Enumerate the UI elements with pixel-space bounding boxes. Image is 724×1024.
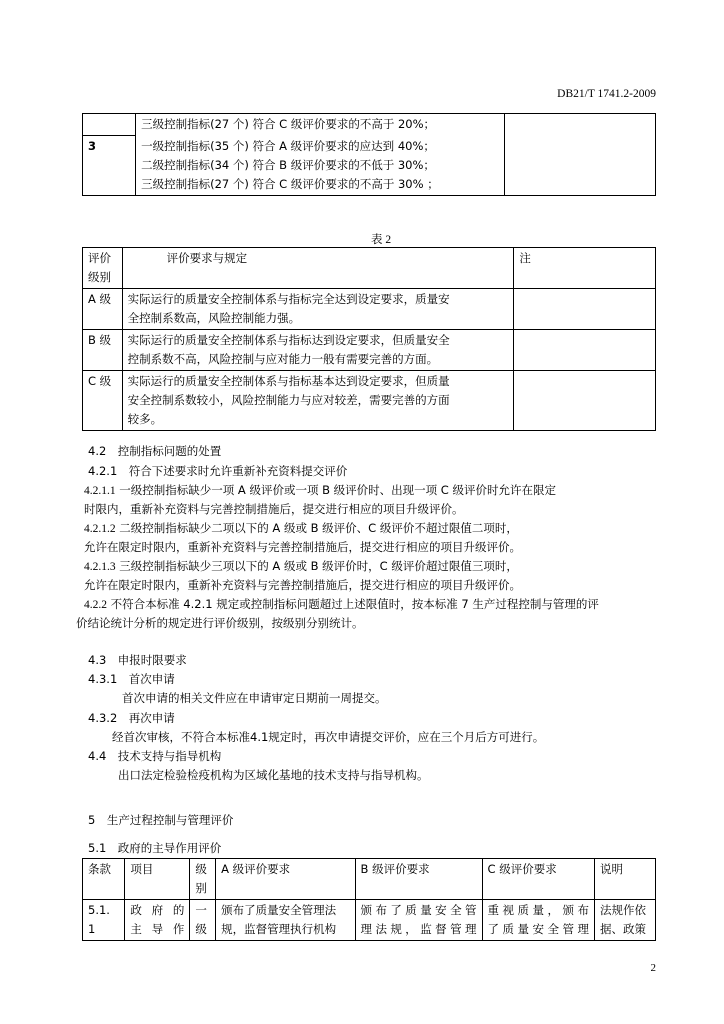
requirement-line: 三级控制指标(27 个) 符合 C 级评价要求的不高于 20%； <box>141 117 436 131</box>
table-row <box>83 289 656 330</box>
grade-definition-table <box>82 247 656 431</box>
requirement-cell: 实际运行的质量安全控制体系与指标达到设定要求，但质量安全 控制系数不高，风险控制与应对能力一般有需要完善的方面。 <box>122 330 514 371</box>
requirement-line: 二级控制指标(34 个) 符合 B 级评价要求的不低于 30%； <box>141 157 435 172</box>
requirement-line: 三级控制指标(27 个) 符合 C 级评价要求的不高于 30% ； <box>141 176 439 191</box>
header-clause: 条款 <box>83 859 125 900</box>
note-cell <box>504 114 655 196</box>
paragraph-line: 时限内，重新补充资料与完善控制措施后，提交进行相应的项目升级评价。 <box>84 502 464 516</box>
control-index-table <box>82 113 656 196</box>
header-level: 级 别 <box>190 859 216 900</box>
paragraph-line: 价结论统计分析的规定进行评价级别，按级别分别统计。 <box>76 616 364 630</box>
page-number: 2 <box>650 962 656 974</box>
a-requirement-cell: 颁布了质量安全管理法 规，监督管理执行机构 <box>216 900 355 941</box>
header-c-requirement: C 级评价要求 <box>482 859 595 900</box>
header-grade: 评价 级别 <box>83 248 123 289</box>
table-caption: 表 2 <box>371 234 392 246</box>
header-requirement: 评价要求与规定 <box>122 248 514 289</box>
section-heading-4-2: 4.2 控制指标问题的处置 <box>88 444 222 458</box>
header-note: 说明 <box>595 859 656 900</box>
section-heading-4-4: 4.4 技术支持与指导机构 <box>88 749 222 763</box>
note-cell <box>514 289 656 330</box>
note-cell: 法规作依 据、政策 <box>595 900 656 941</box>
level-cell: 一 级 <box>190 900 216 941</box>
requirement-cell: 实际运行的质量安全控制体系与指标完全达到设定要求，质量安 全控制系数高，风险控制能力强。 <box>122 289 514 330</box>
paragraph-4-4: 出口法定检验检疫机构为区域化基地的技术支持与指导机构。 <box>118 768 429 782</box>
requirement-line: 一级控制指标(35 个) 符合 A 级评价要求的应达到 40%； <box>141 138 435 153</box>
table-header-row <box>83 248 656 289</box>
b-requirement-cell: 颁布了质量安全管 理法规，监督管理 <box>355 900 482 941</box>
paragraph-4-2-1-1: 4.2.1.1 一级控制指标缺少一项 A 级评价或一项 B 级评价时、出现一项 C 级评价时允许在限定 <box>84 483 556 497</box>
grade-cell <box>83 114 136 136</box>
item-cell: 政府的 主导作 <box>125 900 190 941</box>
paragraph-line: 允许在限定时限内，重新补充资料与完善控制措施后，提交进行相应的项目升级评价。 <box>84 540 521 554</box>
c-requirement-cell: 重视质量，颁布 了质量安全管理 <box>482 900 595 941</box>
paragraph-4-2-1-3: 4.2.1.3 三级控制指标缺少三项以下的 A 级或 B 级评价时，C 级评价超过限值三项时， <box>84 559 518 573</box>
note-cell <box>514 371 656 431</box>
table-header-row <box>83 859 656 900</box>
note-cell <box>514 330 656 371</box>
section-heading-4-3-2: 4.3.2 再次申请 <box>88 711 175 725</box>
paragraph-4-3-2: 经首次审核，不符合本标准4.1规定时，再次申请提交评价，应在三个月后方可进行。 <box>112 730 545 744</box>
header-a-requirement: A 级评价要求 <box>216 859 355 900</box>
government-role-table <box>82 858 656 941</box>
table-row <box>83 330 656 371</box>
grade-cell: B 级 <box>83 330 123 371</box>
requirement-cell: 实际运行的质量安全控制体系与指标基本达到设定要求，但质量 安全控制系数较小，风险控制能力与应对较差，需要完善的方面 较多。 <box>122 371 514 431</box>
grade-cell: C 级 <box>83 371 123 431</box>
paragraph-line: 允许在限定时限内，重新补充资料与完善控制措施后，提交进行相应的项目升级评价。 <box>84 578 521 592</box>
requirement-cell <box>136 136 505 196</box>
section-heading-5: 5 生产过程控制与管理评价 <box>88 813 234 827</box>
document-code: DB21/T 1741.2-2009 <box>557 88 656 100</box>
paragraph-4-2-1-2: 4.2.1.2 二级控制指标缺少二项以下的 A 级或 B 级评价、C 级评价不超过限值二项时， <box>84 521 518 535</box>
header-b-requirement: B 级评价要求 <box>355 859 482 900</box>
section-heading-4-3-1: 4.3.1 首次申请 <box>88 672 175 686</box>
paragraph-4-3-1: 首次申请的相关文件应在申请审定日期前一周提交。 <box>122 691 387 705</box>
table-row <box>83 371 656 431</box>
section-heading-4-2-1: 4.2.1 符合下述要求时允许重新补充资料提交评价 <box>88 464 348 478</box>
section-heading-4-3: 4.3 申报时限要求 <box>88 653 187 667</box>
table-row <box>83 114 656 136</box>
clause-cell: 5.1. 1 <box>83 900 125 941</box>
grade-cell: A 级 <box>83 289 123 330</box>
header-item: 项目 <box>125 859 190 900</box>
header-note: 注 <box>514 248 656 289</box>
grade-cell: 3 <box>83 136 136 196</box>
requirement-cell <box>136 114 505 136</box>
paragraph-4-2-2: 4.2.2 不符合本标准 4.2.1 规定或控制指标问题超过上述限值时，按本标准 7 生产过程控制与管理的评 <box>84 597 599 611</box>
section-heading-5-1: 5.1 政府的主导作用评价 <box>88 841 222 855</box>
table-row <box>83 900 656 941</box>
